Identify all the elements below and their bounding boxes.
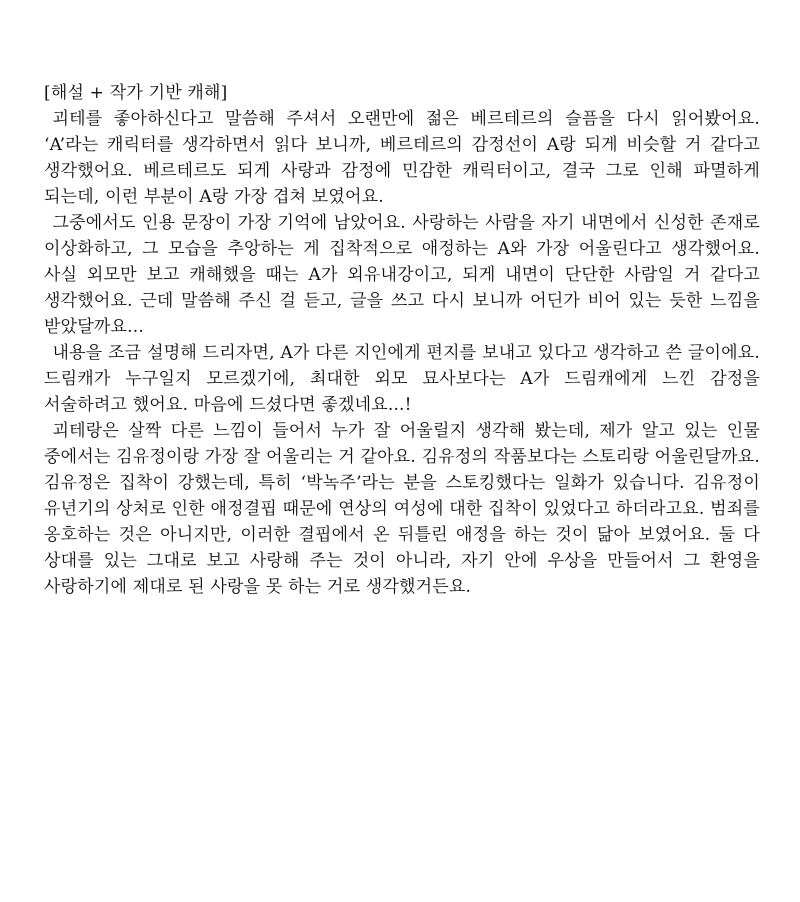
paragraph-3: 내용을 조금 설명해 드리자면, A가 다른 지인에게 편지를 보내고 있다고 생각하고 쓴 글이에요. 드림캐가 누구일지 모르겠기에, 최대한 외모 묘사보다는 A가 드림캐에게 느낀 감정을 서술하려고 했어요. 마음에 드셨다면 좋겠네요...! (44, 343, 760, 415)
paragraph-1: 괴테를 좋아하신다고 말씀해 주셔서 오랜만에 젊은 베르테르의 슬픔을 다시 읽어봤어요. ‘A’라는 캐릭터를 생각하면서 읽다 보니까, 베르테르의 감정선이 A랑 되게 비슷할 거 같다고 생각했어요. 베르테르도 되게 사랑과 감정에 민감한 캐릭터이고, 결국 그로 인해 파멸하게 되는데, 이런 부분이 A랑 가장 겹쳐 보였어요. (44, 109, 760, 207)
document-body (44, 80, 760, 600)
document-heading: [해설 + 작가 기반 캐해] (44, 83, 228, 103)
paragraph-4: 괴테랑은 살짝 다른 느낌이 들어서 누가 잘 어울릴지 생각해 봤는데, 제가 알고 있는 인물 중에서는 김유정이랑 가장 잘 어울리는 거 같아요. 김유정의 작품보다는 스토리랑 어울린달까요. 김유정은 집착이 강했는데, 특히 ‘박녹주’라는 분을 스토킹했다는 일화가 있습니다. 김유정이 유년기의 상처로 인한 애정결핍 때문에 연상의 여성에 대한 집착이 있었다고 하더라고요. 범죄를 옹호하는 것은 아니지만, 이러한 결핍에서 온 뒤틀린 애정을 하는 것이 닮아 보였어요. 둘 다 상대를 있는 그대로 보고 사랑해 주는 것이 아니라, 자기 안에 우상을 만들어서 그 환영을 사랑하기에 제대로 된 사랑을 못 하는 거로 생각했거든요. (44, 421, 760, 597)
paragraph-2: 그중에서도 인용 문장이 가장 기억에 남았어요. 사랑하는 사람을 자기 내면에서 신성한 존재로 이상화하고, 그 모습을 추앙하는 게 집착적으로 애정하는 A와 가장 어울린다고 생각했어요. 사실 외모만 보고 캐해했을 때는 A가 외유내강이고, 되게 내면이 단단한 사람일 거 같다고 생각했어요. 근데 말씀해 주신 걸 듣고, 글을 쓰고 다시 보니까 어딘가 비어 있는 듯한 느낌을 받았달까요... (44, 213, 760, 337)
